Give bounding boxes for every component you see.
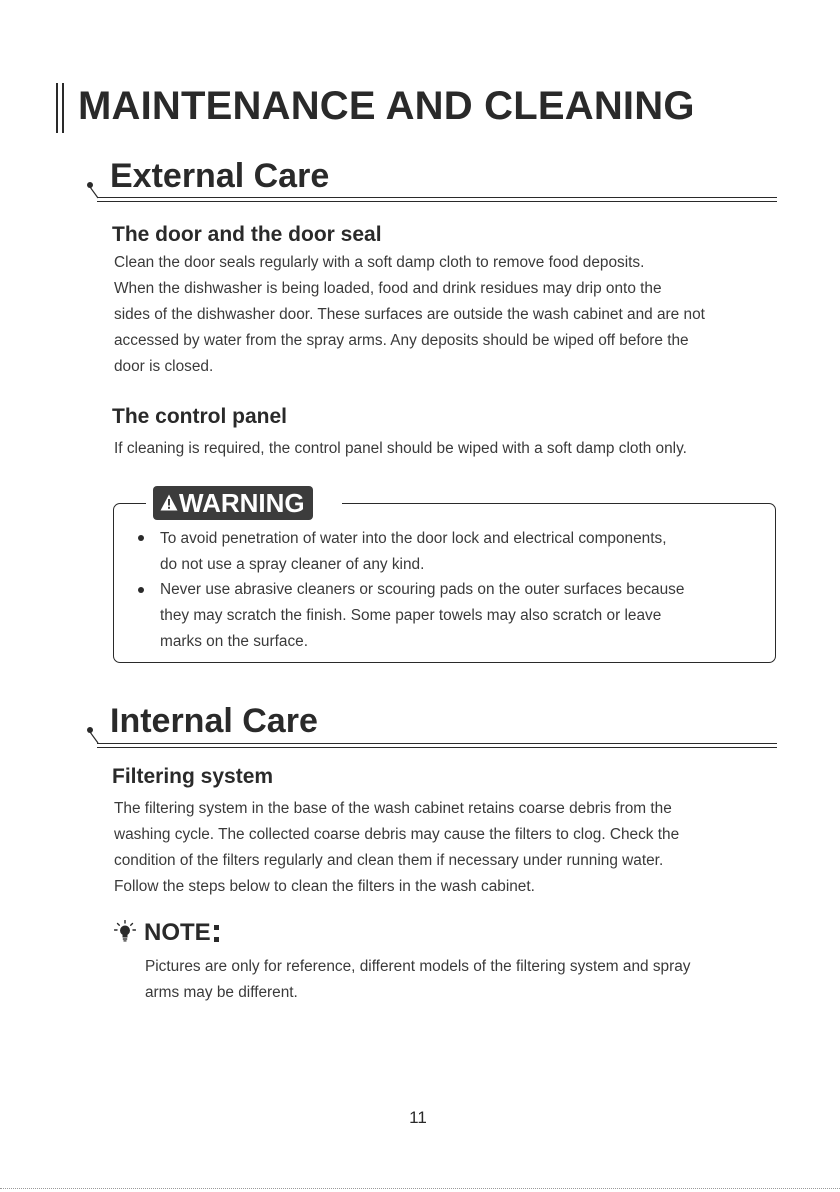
text-line: Follow the steps below to clean the filters in the wash cabinet. bbox=[114, 878, 535, 895]
title-bars-decoration bbox=[56, 83, 65, 133]
subheading-door-seal: The door and the door seal bbox=[112, 223, 382, 246]
door-seal-paragraph bbox=[114, 250, 784, 380]
bullet-dot bbox=[138, 587, 144, 593]
page-edge-line bbox=[0, 1188, 840, 1189]
note-label: NOTE bbox=[144, 919, 211, 946]
warning-triangle-icon bbox=[160, 494, 178, 511]
text-line: The filtering system in the base of the wash cabinet retains coarse debris from the bbox=[114, 800, 672, 817]
section-heading-external-care: External Care bbox=[110, 157, 330, 195]
text-line: condition of the filters regularly and clean them if necessary under running water. bbox=[114, 852, 664, 869]
bullet-dot bbox=[138, 535, 144, 541]
text-line: sides of the dishwasher door. These surfaces are outside the wash cabinet and are not bbox=[114, 306, 705, 323]
filtering-paragraph bbox=[114, 796, 784, 900]
warning-item bbox=[160, 526, 770, 578]
subheading-filtering-system: Filtering system bbox=[112, 765, 274, 788]
text-line: door is closed. bbox=[114, 358, 214, 375]
section-heading-internal-care: Internal Care bbox=[110, 702, 318, 740]
text-line: Never use abrasive cleaners or scouring pads on the outer surfaces because bbox=[160, 581, 685, 598]
warning-label: WARNING bbox=[179, 488, 305, 518]
warning-badge bbox=[153, 486, 313, 520]
warning-item bbox=[160, 577, 770, 655]
page-number: 11 bbox=[409, 1108, 427, 1127]
text-line: Pictures are only for reference, different models of the filtering system and spray bbox=[145, 958, 691, 975]
lightbulb-icon bbox=[114, 920, 136, 942]
text-line: Clean the door seals regularly with a soft damp cloth to remove food deposits. bbox=[114, 254, 645, 271]
text-line: do not use a spray cleaner of any kind. bbox=[160, 556, 425, 573]
section-rule bbox=[97, 743, 777, 748]
text-line: arms may be different. bbox=[145, 984, 298, 1001]
note-paragraph bbox=[145, 954, 785, 1006]
page-title: MAINTENANCE AND CLEANING bbox=[78, 84, 695, 128]
text-line: To avoid penetration of water into the door lock and electrical components, bbox=[160, 530, 667, 547]
text-line: accessed by water from the spray arms. Any deposits should be wiped off before the bbox=[114, 332, 689, 349]
text-line: they may scratch the finish. Some paper towels may also scratch or leave bbox=[160, 607, 662, 624]
section-rule bbox=[97, 197, 777, 202]
note-colon-icon bbox=[214, 925, 220, 943]
text-line: marks on the surface. bbox=[160, 633, 308, 650]
text-line: When the dishwasher is being loaded, food and drink residues may drip onto the bbox=[114, 280, 662, 297]
section-hook bbox=[90, 731, 100, 743]
text-line: washing cycle. The collected coarse debris may cause the filters to clog. Check the bbox=[114, 826, 680, 843]
subheading-control-panel: The control panel bbox=[112, 405, 288, 428]
control-panel-paragraph: If cleaning is required, the control panel should be wiped with a soft damp cloth only. bbox=[114, 440, 687, 457]
